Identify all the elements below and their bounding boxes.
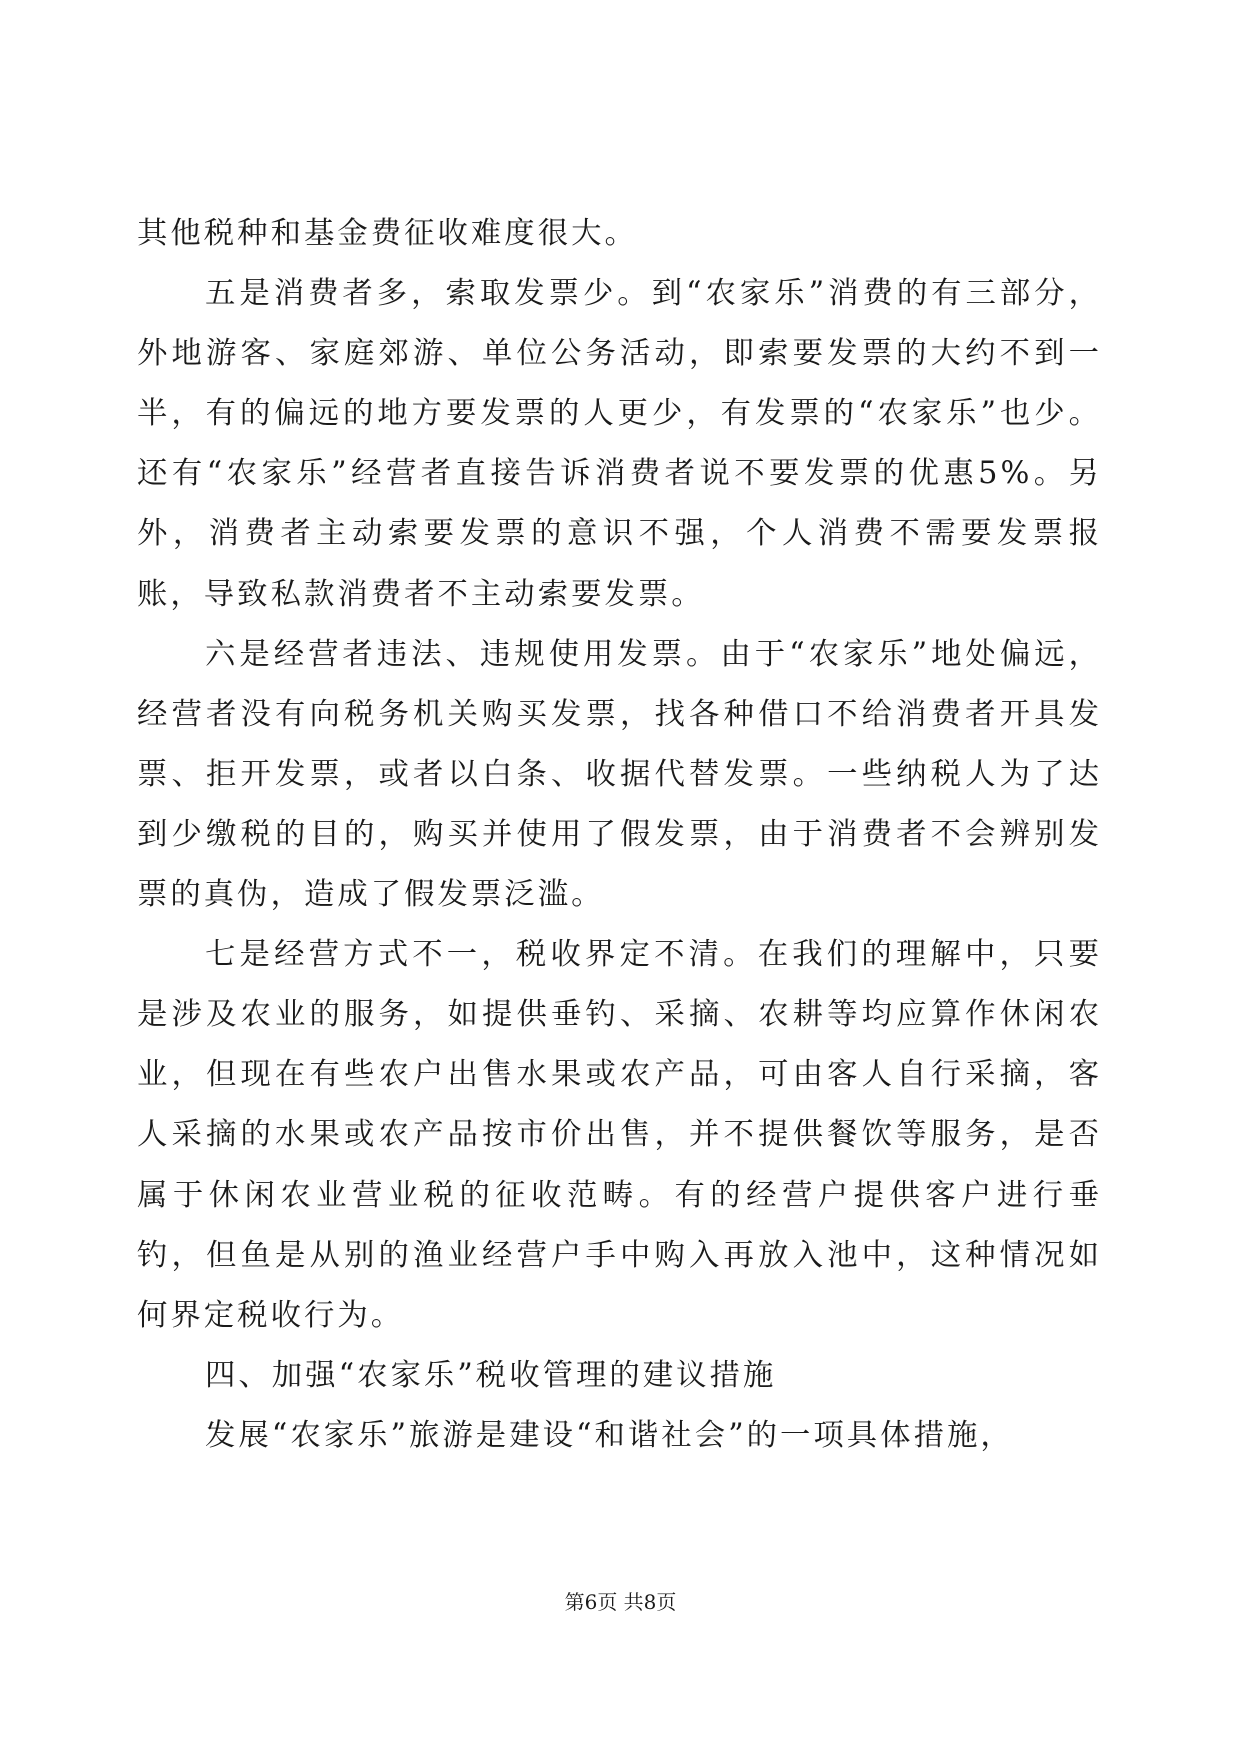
- paragraph-point-six: 六是经营者违法、违规使用发票。由于“农家乐”地处偏远，经营者没有向税务机关购买发票，找各种借口不给消费者开具发票、拒开发票，或者以白条、收据代替发票。一些纳税人为了达到少缴税的目的，购买并使用了假发票，由于消费者不会辨别发票的真伪，造成了假发票泛滥。: [137, 636, 1102, 913]
- paragraph-point-five: 五是消费者多，索取发票少。到“农家乐”消费的有三部分，外地游客、家庭郊游、单位公务活动，即索要发票的大约不到一半，有的偏远的地方要发票的人更少，有发票的“农家乐”也少。还有“农家乐”经营者直接告诉消费者说不要发票的优惠5%。另外，消费者主动索要发票的意识不强，个人消费不需要发票报账，导致私款消费者不主动索要发票。: [137, 276, 1102, 612]
- document-body: [137, 204, 1102, 1466]
- page-footer: 第6页 共8页: [564, 1590, 677, 1614]
- paragraph-section-intro: 发展“农家乐”旅游是建设“和谐社会”的一项具体措施，: [205, 1417, 1014, 1453]
- paragraph-continuation: 其他税种和基金费征收难度很大。: [137, 216, 638, 251]
- section-heading: 四、加强“农家乐”税收管理的建议措施: [205, 1357, 777, 1393]
- paragraph-point-seven: 七是经营方式不一，税收界定不清。在我们的理解中，只要是涉及农业的服务，如提供垂钓、采摘、农耕等均应算作休闲农业，但现在有些农户出售水果或农产品，可由客人自行采摘，客人采摘的水果或农产品按市价出售，并不提供餐饮等服务，是否属于休闲农业营业税的征收范畴。有的经营户提供客户进行垂钓，但鱼是从别的渔业经营户手中购入再放入池中，这种情况如何界定税收行为。: [137, 937, 1102, 1333]
